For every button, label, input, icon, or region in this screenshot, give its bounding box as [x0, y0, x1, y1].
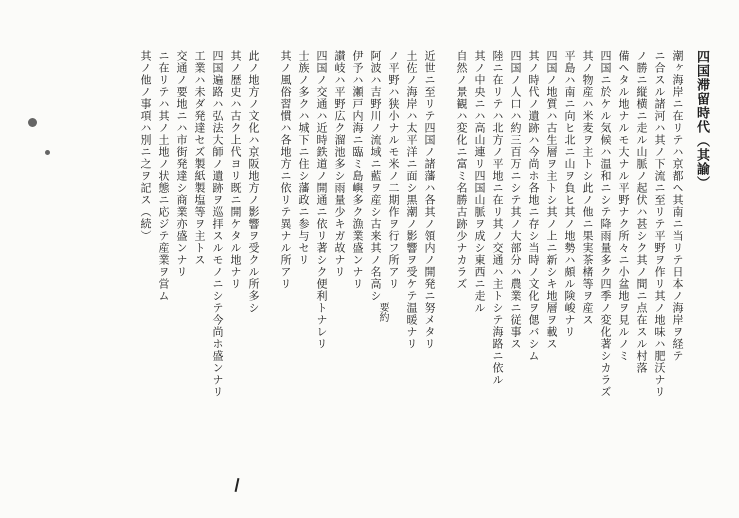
text-column: 阿波ハ吉野川ノ流域ニ藍ヲ産シ古来其ノ名高シ	[369, 50, 382, 302]
scan-speck	[45, 150, 50, 155]
text-column: 交通ノ要地ニハ市街発達シ商業亦盛ンナリ	[175, 50, 188, 278]
text-column: ニ在リテハ其ノ土地ノ状態ニ応ジテ産業ヲ営ム	[157, 50, 170, 302]
text-column: 其ノ他ノ事項ハ別ニ之ヲ記ス（続）	[139, 50, 152, 242]
text-column: 土佐ノ海岸ハ太平洋ニ面シ黒潮ノ影響ヲ受ケテ温暖ナリ	[405, 50, 418, 350]
text-column: 伊予ハ瀬戸内海ニ臨ミ島嶼多ク漁業盛ンナリ	[351, 50, 364, 290]
text-column: 備ヘタル地ナルモ大ナル平野ナク所々ニ小盆地ヲ見ルノミ	[617, 50, 630, 362]
text-column: 其ノ風俗習慣ハ各地方ニ依リテ異ナル所アリ	[279, 50, 292, 290]
text-column: ノ平野ハ狭小ナルモ米ノ二期作ヲ行フ所アリ	[387, 50, 400, 290]
text-column: ノ勝ニ縦横ニ走ル山脈ノ起伏ハ甚シク其ノ間ニ点在スル村落	[635, 50, 648, 374]
text-column: 四国ノ交通ハ近時鉄道ノ開通ニ依リ著シク便利トナレリ	[315, 50, 328, 350]
document-title: 四国滞留時代（其諭）	[694, 50, 709, 190]
text-column: 四国ノ人口ハ約三百万ニシテ其ノ大部分ハ農業ニ従事ス	[509, 50, 522, 350]
text-column: 平島ハ南ニ向ヒ北ニ山ヲ負ヒ其ノ地勢ハ頗ル険峻ナリ	[563, 50, 576, 338]
text-column: 其ノ中央ニハ高山連リ四国山脈ヲ成シ東西ニ走ル	[473, 50, 486, 314]
text-column: 此ノ地方ノ文化ハ京阪地方ノ影響ヲ受クル所多シ	[247, 50, 260, 314]
scan-speck	[28, 118, 37, 127]
text-column: 讃岐ハ平野広ク溜池多シ雨量少キガ故ナリ	[333, 50, 346, 278]
text-column: 四国遍路ハ弘法大師ノ遺跡ヲ巡拝スルモノニシテ今尚ホ盛ンナリ	[211, 50, 224, 398]
margin-note: 要約	[377, 302, 388, 322]
text-column: 自然ノ景観ハ変化ニ富ミ名勝古跡少ナカラズ	[455, 50, 468, 290]
text-column: 四国ノ地質ハ古生層ヲ主トシ其ノ上ニ新シキ地層ヲ載ス	[545, 50, 558, 350]
text-column: 其ノ物産ハ米麦ヲ主トシ此ノ他ニ果実茶楮等ヲ産ス	[581, 50, 594, 326]
manuscript-text	[60, 50, 710, 490]
text-column: 士族ノ多クハ城下ニ住シ藩政ニ参与セリ	[297, 50, 310, 266]
text-column: 其ノ時代ノ遺跡ハ今尚ホ各地ニ存シ当時ノ文化ヲ偲バシム	[527, 50, 540, 362]
text-column: 近世ニ至リテ四国ノ諸藩ハ各其ノ領内ノ開発ニ努メタリ	[423, 50, 436, 350]
text-column: 潮ヶ海岸ニ在リテハ京都ヘ其南ニ当リテ日本ノ海岸ヲ経テ	[671, 50, 684, 362]
text-column: 陸ニ在リテハ北方ノ平地ニ在リ其ノ交通ハ主トシテ海路ニ依ル	[491, 50, 504, 386]
text-column: ニ合スル諸河ハ其ノ下流ニ至リテ平野ヲ作リ其ノ地味ハ肥沃ナリ	[653, 50, 666, 398]
text-column: 工業ハ未ダ発達セズ製紙製塩等ヲ主トス	[193, 50, 206, 266]
text-column: 其ノ歴史ハ古ク上代ヨリ既ニ開ケタル地ナリ	[229, 50, 242, 290]
text-column: 四国ニ於ケル気候ハ温和ニシテ降雨量多ク四季ノ変化著シカラズ	[599, 50, 612, 398]
